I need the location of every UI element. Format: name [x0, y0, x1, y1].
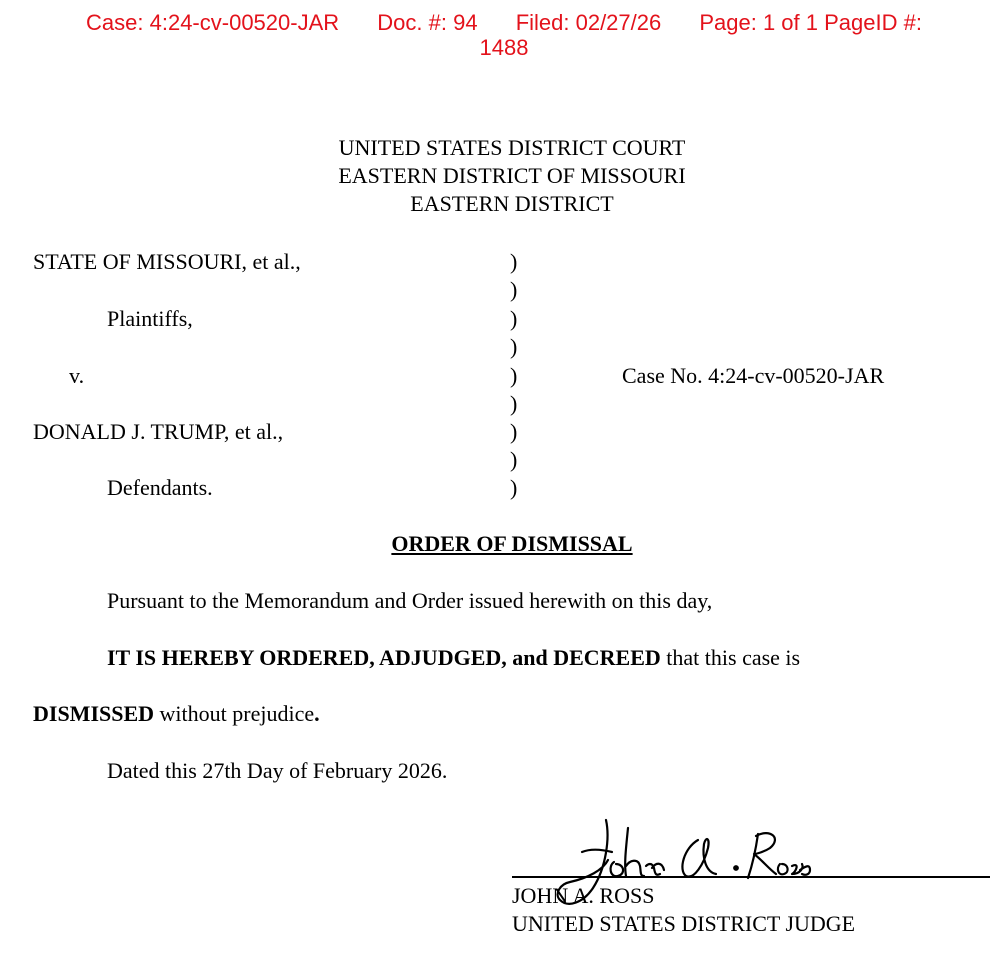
caption-paren: ) — [510, 306, 518, 331]
stamp-page: Page: 1 of 1 PageID #: — [699, 10, 922, 35]
caption-paren: ) — [510, 277, 518, 302]
caption-paren: ) — [510, 334, 518, 359]
judge-title: UNITED STATES DISTRICT JUDGE — [512, 911, 856, 936]
order-para-2 — [107, 644, 800, 672]
stamp-doc: Doc. #: 94 — [377, 10, 478, 35]
caption-paren: ) — [510, 363, 518, 388]
court-district: EASTERN DISTRICT OF MISSOURI — [338, 163, 686, 188]
caption-paren: ) — [510, 249, 518, 274]
caption-paren: ) — [510, 391, 518, 416]
judge-name: JOHN A. ROSS — [512, 883, 655, 908]
court-division: EASTERN DISTRICT — [410, 191, 614, 216]
order-para-3 — [33, 700, 320, 728]
order-para-2-rest: that this case is — [660, 645, 801, 670]
order-para-2-bold: IT IS HEREBY ORDERED, ADJUDGED, and DECREED — [107, 645, 661, 670]
order-para-3-bold: DISMISSED — [33, 701, 155, 726]
order-para-1: Pursuant to the Memorandum and Order issued herewith on this day, — [107, 588, 713, 613]
versus: v. — [69, 363, 85, 388]
plaintiff-role: Plaintiffs, — [107, 306, 193, 331]
case-number: Case No. 4:24-cv-00520-JAR — [622, 363, 885, 388]
defendant-role: Defendants. — [107, 475, 213, 500]
order-title: ORDER OF DISMISSAL — [391, 531, 633, 556]
caption-paren: ) — [510, 419, 518, 444]
stamp-filed: Filed: 02/27/26 — [515, 10, 662, 35]
order-para-3-rest: without prejudice — [154, 701, 315, 726]
order-para-3-end: . — [314, 701, 320, 726]
order-title-wrap — [0, 530, 1008, 558]
dated-line: Dated this 27th Day of February 2026. — [107, 758, 448, 783]
defendant-name: DONALD J. TRUMP, et al., — [33, 419, 284, 444]
court-name: UNITED STATES DISTRICT COURT — [338, 135, 686, 160]
filing-stamp — [0, 10, 1008, 60]
plaintiff-name: STATE OF MISSOURI, et al., — [33, 249, 301, 274]
stamp-case: Case: 4:24-cv-00520-JAR — [86, 10, 340, 35]
caption-paren: ) — [510, 475, 518, 500]
caption-paren: ) — [510, 447, 518, 472]
stamp-pageid: 1488 — [479, 35, 529, 60]
